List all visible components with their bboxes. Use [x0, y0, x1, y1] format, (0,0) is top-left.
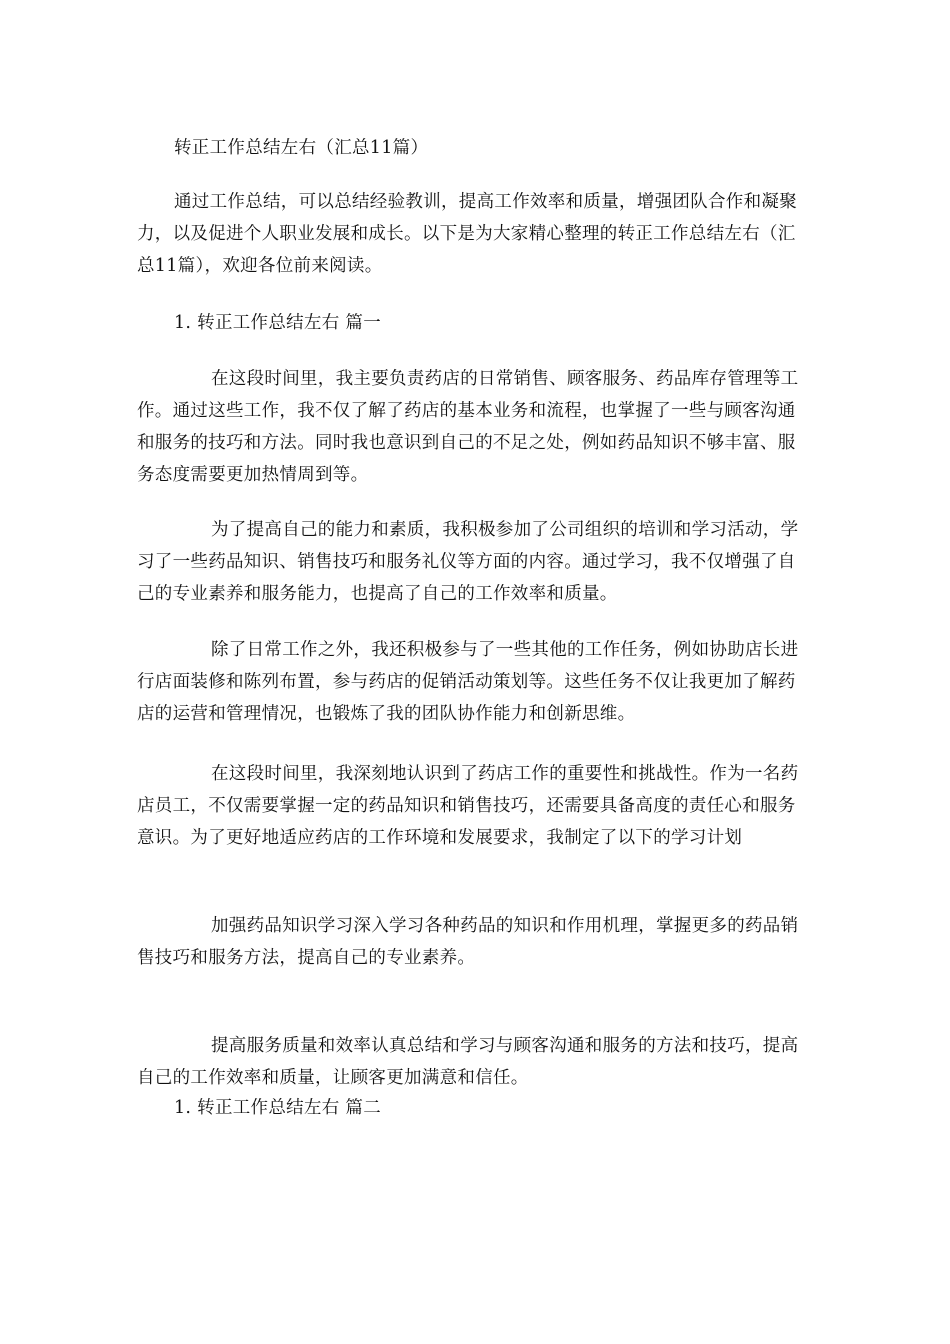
section-heading-2: 1. 转正工作总结左右 篇二 — [174, 1098, 382, 1118]
document-title: 转正工作总结左右（汇总11篇） — [174, 138, 429, 158]
section-heading-1: 1. 转正工作总结左右 篇一 — [174, 313, 382, 333]
body-paragraph: 为了提高自己的能力和素质，我积极参加了公司组织的培训和学习活动，学习了一些药品知识、销售技巧和服务礼仪等方面的内容。通过学习，我不仅增强了自己的专业素养和服务能力，也提高了自己的工作效率和质量。 — [137, 520, 799, 604]
body-paragraph: 在这段时间里，我深刻地认识到了药店工作的重要性和挑战性。作为一名药店员工，不仅需要掌握一定的药品知识和销售技巧，还需要具备高度的责任心和服务意识。为了更好地适应药店的工作环境和发展要求，我制定了以下的学习计划 — [137, 764, 799, 848]
intro-paragraph: 通过工作总结，可以总结经验教训，提高工作效率和质量，增强团队合作和凝聚力，以及促进个人职业发展和成长。以下是为大家精心整理的转正工作总结左右（汇总11篇），欢迎各位前来阅读。 — [137, 192, 797, 276]
body-paragraph: 在这段时间里，我主要负责药店的日常销售、顾客服务、药品库存管理等工作。通过这些工作，我不仅了解了药店的基本业务和流程，也掌握了一些与顾客沟通和服务的技巧和方法。同时我也意识到自己的不足之处，例如药品知识不够丰富、服务态度需要更加热情周到等。 — [137, 369, 799, 485]
body-paragraph: 加强药品知识学习深入学习各种药品的知识和作用机理，掌握更多的药品销售技巧和服务方法，提高自己的专业素养。 — [137, 916, 799, 968]
body-paragraph: 提高服务质量和效率认真总结和学习与顾客沟通和服务的方法和技巧，提高自己的工作效率和质量，让顾客更加满意和信任。 — [137, 1036, 799, 1088]
body-paragraph: 除了日常工作之外，我还积极参与了一些其他的工作任务，例如协助店长进行店面装修和陈列布置，参与药店的促销活动策划等。这些任务不仅让我更加了解药店的运营和管理情况，也锻炼了我的团队协作能力和创新思维。 — [137, 640, 799, 724]
